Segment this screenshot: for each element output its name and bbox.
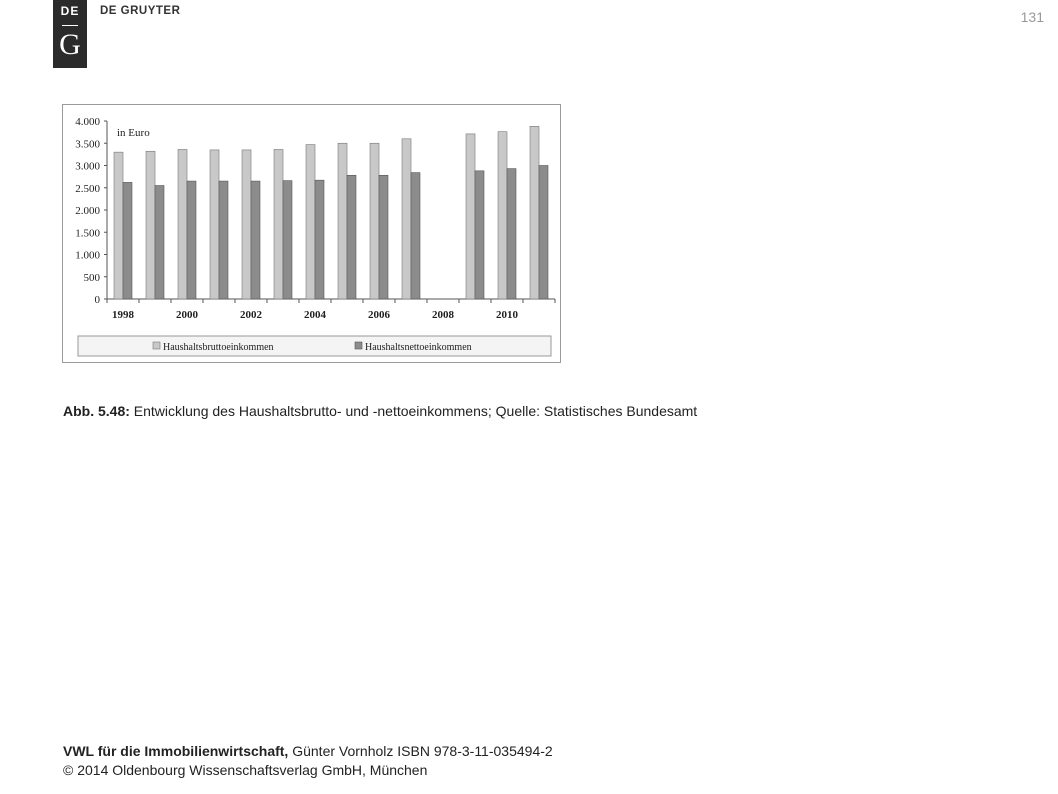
figure-frame xyxy=(62,104,561,363)
bar-brutto-2005 xyxy=(338,143,347,299)
bar-brutto-1999 xyxy=(146,151,155,299)
bar-netto-2009 xyxy=(475,171,484,299)
unit-label: in Euro xyxy=(117,127,150,139)
footer-copyright: © 2014 Oldenbourg Wissenschaftsverlag GmbH, München xyxy=(63,762,428,778)
x-tick-label: 2006 xyxy=(368,309,390,321)
bar-brutto-1998 xyxy=(114,152,123,299)
bar-netto-2004 xyxy=(315,180,324,299)
x-tick-label: 2010 xyxy=(496,309,518,321)
bar-netto-2001 xyxy=(219,181,228,299)
y-tick-label: 500 xyxy=(83,271,100,284)
y-tick-label: 3.000 xyxy=(75,160,100,173)
bar-netto-2011 xyxy=(539,166,548,300)
bar-netto-2005 xyxy=(347,175,356,299)
bar-brutto-2006 xyxy=(370,143,379,299)
caption-label: Abb. 5.48: xyxy=(63,403,130,419)
bar-brutto-2004 xyxy=(306,145,315,299)
bar-brutto-2011 xyxy=(530,126,539,299)
bar-netto-2007 xyxy=(411,173,420,299)
bar-brutto-2000 xyxy=(178,149,187,299)
bar-brutto-2007 xyxy=(402,139,411,299)
y-tick-label: 4.000 xyxy=(75,116,100,128)
y-tick-label: 1.500 xyxy=(75,227,100,240)
bar-brutto-2009 xyxy=(466,134,475,299)
page-number: 131 xyxy=(1020,9,1044,25)
legend-swatch-netto xyxy=(355,342,362,349)
y-tick-label: 2.000 xyxy=(75,205,100,217)
x-tick-label: 2008 xyxy=(432,309,454,321)
legend-swatch-brutto xyxy=(153,342,160,349)
x-tick-label: 2000 xyxy=(176,309,198,321)
logo-g-text: G xyxy=(59,28,81,61)
figure-caption xyxy=(63,403,697,419)
bar-brutto-2003 xyxy=(274,149,283,299)
legend-box xyxy=(78,336,551,356)
publisher-name: DE GRUYTER xyxy=(100,5,181,17)
y-tick-label: 1.000 xyxy=(75,249,100,262)
bar-brutto-2001 xyxy=(210,150,219,299)
bar-netto-2000 xyxy=(187,181,196,299)
bar-netto-2003 xyxy=(283,181,292,299)
page-footer xyxy=(63,742,553,780)
bar-netto-1999 xyxy=(155,186,164,299)
bar-brutto-2002 xyxy=(242,150,251,299)
book-title: VWL für die Immobilienwirtschaft, xyxy=(63,743,289,759)
legend-label-netto: Haushaltsnettoeinkommen xyxy=(365,342,472,353)
caption-text: Entwicklung des Haushaltsbrutto- und -nettoeinkommens; Quelle: Statistisches Bundesamt xyxy=(133,403,698,419)
y-tick-label: 2.500 xyxy=(75,182,100,195)
publisher-logo xyxy=(53,0,87,68)
x-tick-label: 2002 xyxy=(240,309,262,321)
bar-netto-2010 xyxy=(507,169,516,299)
y-tick-label: 3.500 xyxy=(75,138,100,151)
legend-label-brutto: Haushaltsbruttoeinkommen xyxy=(163,342,274,353)
bar-netto-1998 xyxy=(123,182,132,299)
x-tick-label: 2004 xyxy=(304,309,326,321)
bar-chart xyxy=(63,105,560,362)
footer-line-1 xyxy=(63,742,553,761)
bar-brutto-2010 xyxy=(498,132,507,299)
logo-divider xyxy=(62,25,78,26)
author-isbn: Günter Vornholz ISBN 978-3-11-035494-2 xyxy=(292,743,553,759)
x-tick-label: 1998 xyxy=(112,309,134,321)
y-tick-label: 0 xyxy=(94,294,100,306)
bar-netto-2006 xyxy=(379,175,388,299)
logo-de-text: DE xyxy=(60,4,80,18)
bar-netto-2002 xyxy=(251,181,260,299)
